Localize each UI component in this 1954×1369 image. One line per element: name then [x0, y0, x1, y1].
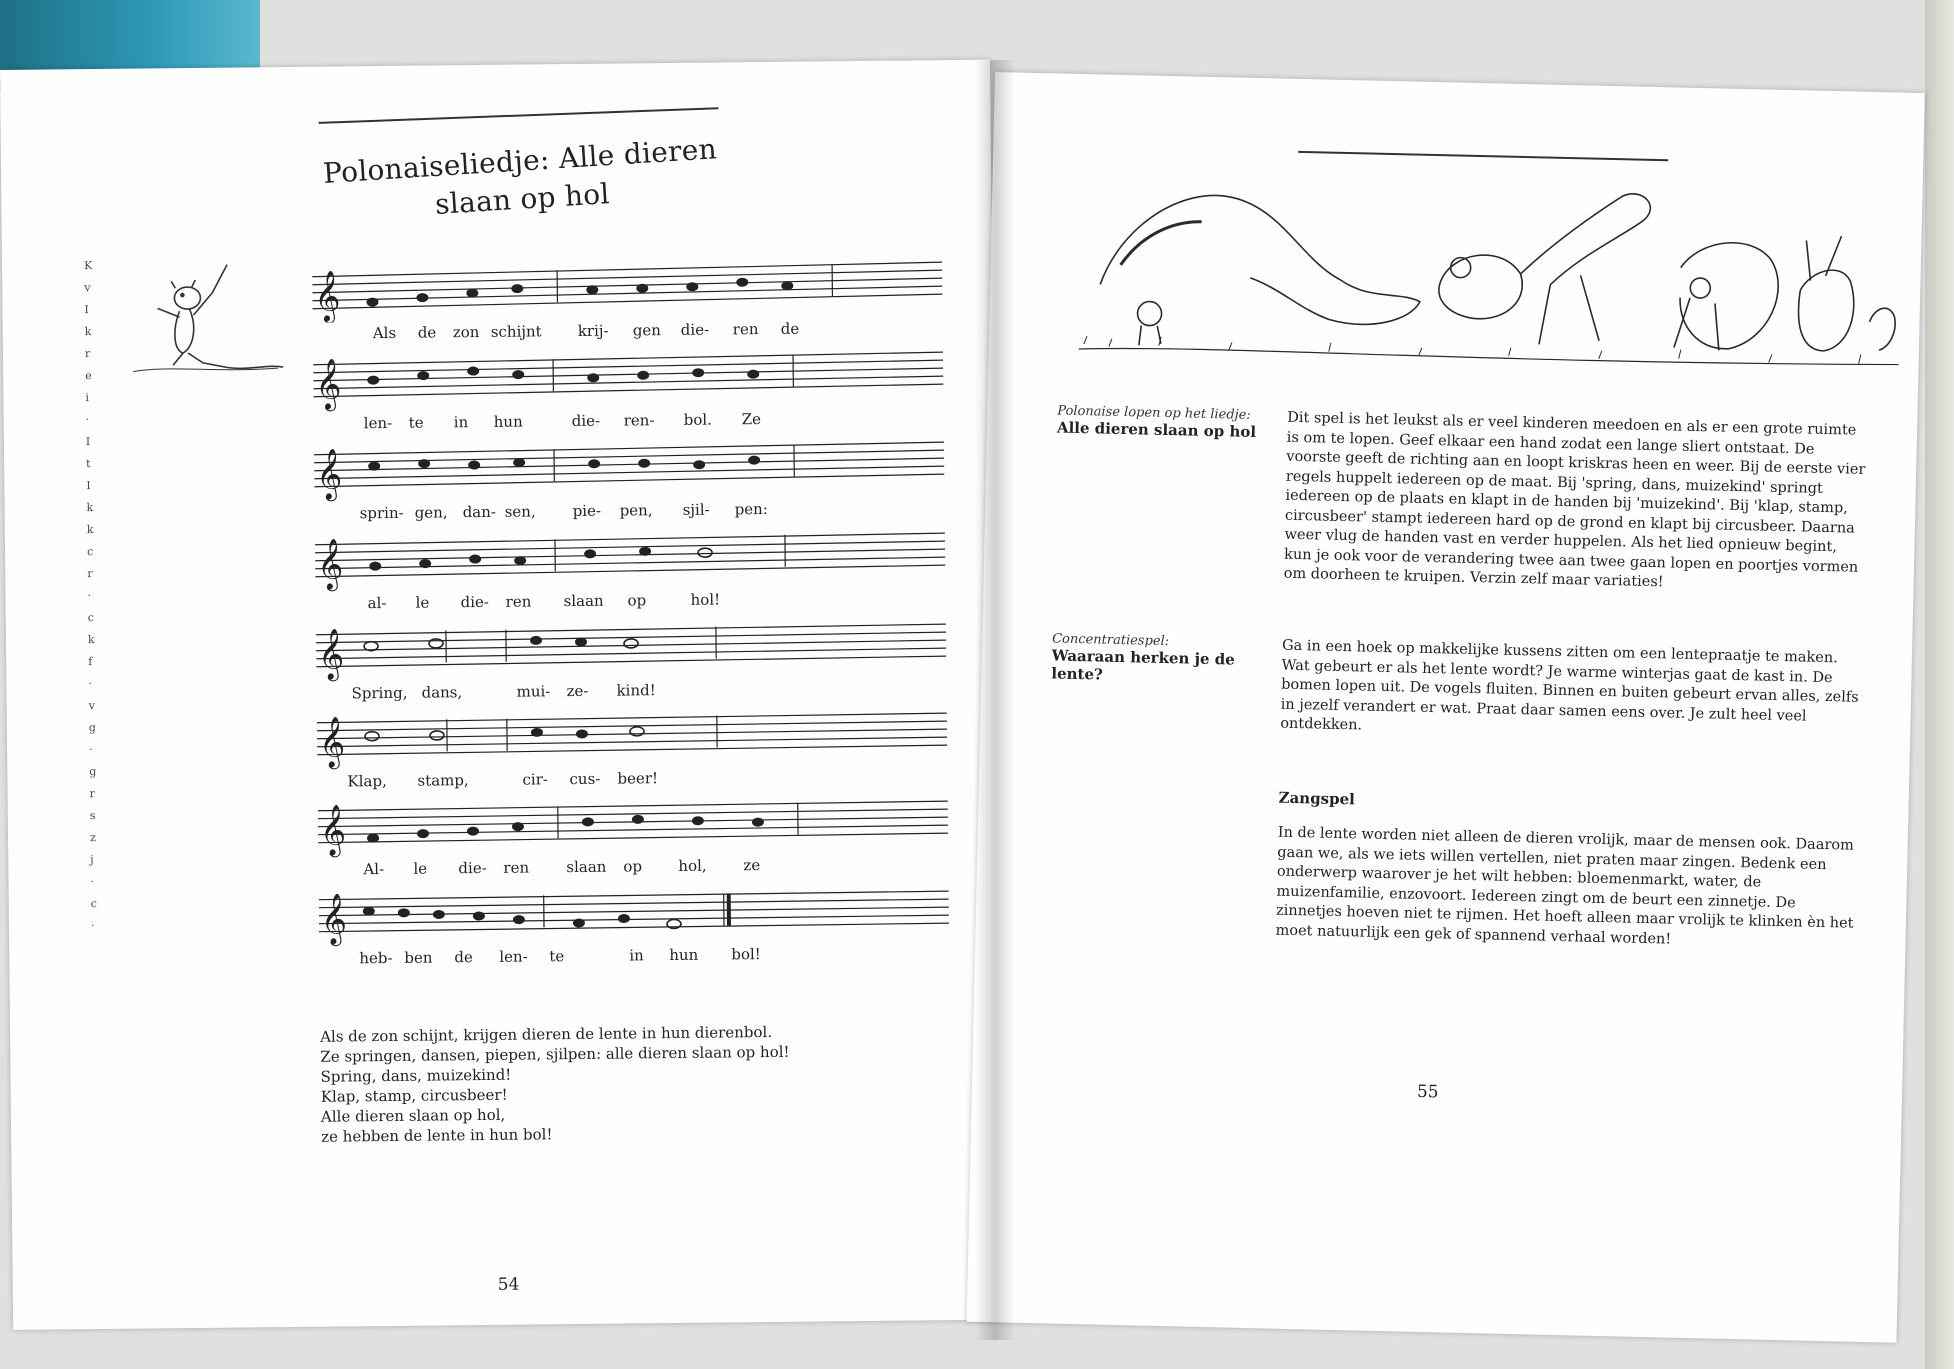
- lyric-syllable: pen:: [734, 499, 768, 519]
- lyric-syllable: heb-: [359, 948, 393, 968]
- lyric-syllable: ren: [505, 592, 532, 611]
- lyric-syllable: in: [629, 946, 644, 965]
- lyric-syllable: len-: [363, 413, 393, 433]
- lyric-syllable: kind!: [616, 681, 656, 700]
- lyric-syllable: de: [417, 323, 437, 342]
- lyric-syllable: len-: [499, 947, 528, 966]
- zangspel-text: In de lente worden niet alleen de dieren vrolijk, maar de mensen ook. Daarom gaan we, als we iets willen vertellen, niet praten maar zingen. Bedenk een onderwerp waarover je het wilt hebben: bloemenmarkt, water, de muizenfamilie, enzovoort. Iedereen zingt om de beurt een zinnetje. De zinnetjes hoeven niet te rijmen. Het hoeft alleen maar vrolijk te klinken èn het moet natuurlijk een gek of spannend verhaal worden!: [1275, 824, 1855, 948]
- lyric-syllable: slaan: [566, 857, 607, 877]
- book-cover-right-edge: [1925, 0, 1954, 1369]
- right-page: [967, 72, 1925, 1343]
- svg-text:𝄞: 𝄞: [317, 628, 345, 680]
- staff-lines-4: [315, 520, 956, 593]
- lyric-syllable: zon: [452, 322, 480, 342]
- top-rule: [1298, 151, 1668, 161]
- zangspel-heading: Zangspel: [1278, 788, 1356, 809]
- lyric-syllable: krij-: [577, 321, 609, 340]
- music-staff-8: [319, 875, 960, 992]
- staff-lines-3: [314, 430, 955, 503]
- song-title-line-1: Polonaiseliedje: Alle dieren: [322, 132, 718, 190]
- lyric-syllable: Klap,: [347, 771, 387, 791]
- lyric-syllable: Ze: [741, 410, 762, 429]
- lyric-syllable: op: [627, 591, 647, 610]
- lyric-syllable: Spring,: [351, 683, 408, 703]
- poem-line: Als de zon schijnt, krijgen dieren de lente in hun dierenbol.: [320, 1022, 773, 1046]
- lyric-syllable: gen: [632, 321, 661, 340]
- poem-line: Klap, stamp, circusbeer!: [320, 1085, 508, 1106]
- lyric-syllable: hun: [669, 945, 699, 965]
- lyric-syllable: ren: [732, 320, 759, 339]
- lyric-syllable: mui-: [516, 682, 551, 701]
- song-lyrics-poem: [320, 1022, 790, 1147]
- lyric-syllable: schijnt: [490, 322, 542, 341]
- song-title: [319, 130, 723, 231]
- lyric-syllable: sen,: [504, 502, 536, 521]
- lyric-syllable: sjil-: [682, 500, 710, 519]
- poem-line: Ze springen, dansen, piepen, sjilpen: alle dieren slaan op hol!: [320, 1042, 790, 1066]
- section-polonaise-subtitle: Polonaise lopen op het liedje:: [1057, 403, 1251, 423]
- lyric-syllable: dan-: [462, 502, 497, 522]
- lyric-syllable: hol,: [678, 856, 707, 875]
- lyric-syllable: cir-: [522, 770, 548, 789]
- poem-line: Alle dieren slaan op hol,: [320, 1105, 506, 1126]
- section-polonaise-text: Dit spel is het leukst als er veel kinderen meedoen en als er een grote ruimte is om te lopen. Geef elkaar een hand zodat een lange sliert ontstaat. De voorste geeft de richting aan en loopt kriskras heen en weer. Bij de eerste vier regels huppelt iedereen op de maat. Bij 'spring, dans, muizekind' springt iedereen op de plaats en klapt in de handen bij 'muizekind'. Bij 'klap, stamp, circusbeer' stampt iedereen hard op de grond en klapt bij circusbeer. Daarna weer vlug de handen vast en verder huppelen. Als het lied opnieuw begint, kun je ook voor de verandering twee aan twee gaan lopen en poortjes vormen om doorheen te kruipen. Verzin zelf maar variaties!: [1283, 409, 1866, 591]
- staff-lines-1: [312, 250, 953, 323]
- poem-line: Spring, dans, muizekind!: [320, 1065, 512, 1086]
- svg-text:𝄞: 𝄞: [314, 270, 341, 322]
- lyric-syllable: op: [623, 857, 643, 876]
- opposite-page-bleed-marks: K v I k r e i · I t I k k c r · c k f · v g · g r s z j · c ·: [83, 259, 97, 933]
- lyric-syllable: Als: [372, 323, 397, 343]
- section-concentratie-text: Ga in een hoek op makkelijke kussens zitten om een lentepraatje te maken. Wat gebeurt er als het lente wordt? Je warme winterjas gaat de kast in. De bomen lopen uit. De vogels fluiten. Binnen en buiten gebeurt ervan alles, zelfs in jezelf verandert er wat. Praat daar samen eens over. Je zult heel veel ontdekken.: [1280, 637, 1859, 734]
- title-rule: [319, 107, 719, 124]
- section-polonaise-title: Alle dieren slaan op hol: [1056, 418, 1257, 442]
- lyric-syllable: bol.: [683, 410, 712, 429]
- book-gutter-shadow: [975, 60, 1015, 1340]
- lyric-syllable: slaan: [563, 591, 604, 611]
- section-concentratie-label: [1051, 631, 1262, 687]
- lyric-syllable: ze-: [566, 681, 589, 701]
- lyric-syllable: die-: [571, 411, 601, 431]
- section-concentratie-title: Waaraan herken je de lente?: [1051, 646, 1236, 684]
- lyric-syllable: beer!: [617, 769, 659, 788]
- lyric-syllable: gen,: [414, 503, 448, 522]
- staff-lines-5: [316, 610, 957, 683]
- staff-lines-8: [319, 875, 960, 948]
- lyric-syllable: de: [454, 948, 473, 967]
- poem-line: ze hebben de lente in hun bol!: [321, 1125, 553, 1146]
- lyric-syllable: hol!: [690, 590, 721, 609]
- lyric-syllable: die-: [680, 320, 710, 339]
- staff-lines-7: [318, 786, 959, 859]
- page-number-left: 54: [497, 1274, 520, 1295]
- lyric-syllable: ze: [743, 856, 761, 875]
- svg-text:𝄞: 𝄞: [318, 716, 346, 768]
- lyric-syllable: dans,: [421, 683, 463, 702]
- svg-text:𝄞: 𝄞: [315, 358, 342, 410]
- lyric-syllable: ren: [503, 858, 530, 877]
- section-concentratie-subtitle: Concentratiespel:: [1051, 631, 1170, 650]
- lyric-syllable: stamp,: [417, 771, 469, 790]
- lyric-syllable: de: [780, 319, 800, 338]
- svg-text:𝄞: 𝄞: [320, 893, 348, 945]
- lyric-syllable: die-: [458, 858, 487, 878]
- lyric-syllable: hun: [493, 412, 523, 431]
- lyric-syllable: te: [549, 947, 565, 966]
- section-polonaise-label: [1057, 404, 1268, 442]
- lyric-syllable: cus-: [569, 769, 601, 789]
- lyric-syllable: sprin-: [359, 503, 404, 523]
- mouse-drawing: [127, 252, 288, 379]
- lyric-syllable: Al-: [363, 860, 385, 879]
- lyric-syllable: le: [415, 593, 430, 612]
- svg-text:𝄞: 𝄞: [315, 448, 343, 500]
- lyric-syllable: le: [413, 859, 428, 878]
- lyric-syllable: pen,: [619, 501, 653, 520]
- lyric-syllable: in: [453, 413, 469, 432]
- lyric-syllable: al-: [367, 593, 387, 613]
- left-page: [0, 60, 1003, 1330]
- lyric-syllable: ben: [404, 948, 433, 967]
- lyric-syllable: ren-: [623, 411, 655, 430]
- lyric-syllable: pie-: [572, 501, 602, 521]
- animals-illustration: [1079, 164, 1903, 373]
- svg-text:𝄞: 𝄞: [316, 538, 344, 590]
- staff-lines-2: [313, 340, 954, 413]
- song-title-line-2: slaan op hol: [434, 177, 611, 221]
- lyric-syllable: die-: [460, 592, 490, 612]
- svg-text:𝄞: 𝄞: [319, 804, 347, 856]
- staff-lines-6: [317, 698, 958, 771]
- lyric-syllable: te: [408, 413, 424, 432]
- page-number-right: 55: [1416, 1081, 1439, 1103]
- lyric-syllable: bol!: [731, 945, 761, 964]
